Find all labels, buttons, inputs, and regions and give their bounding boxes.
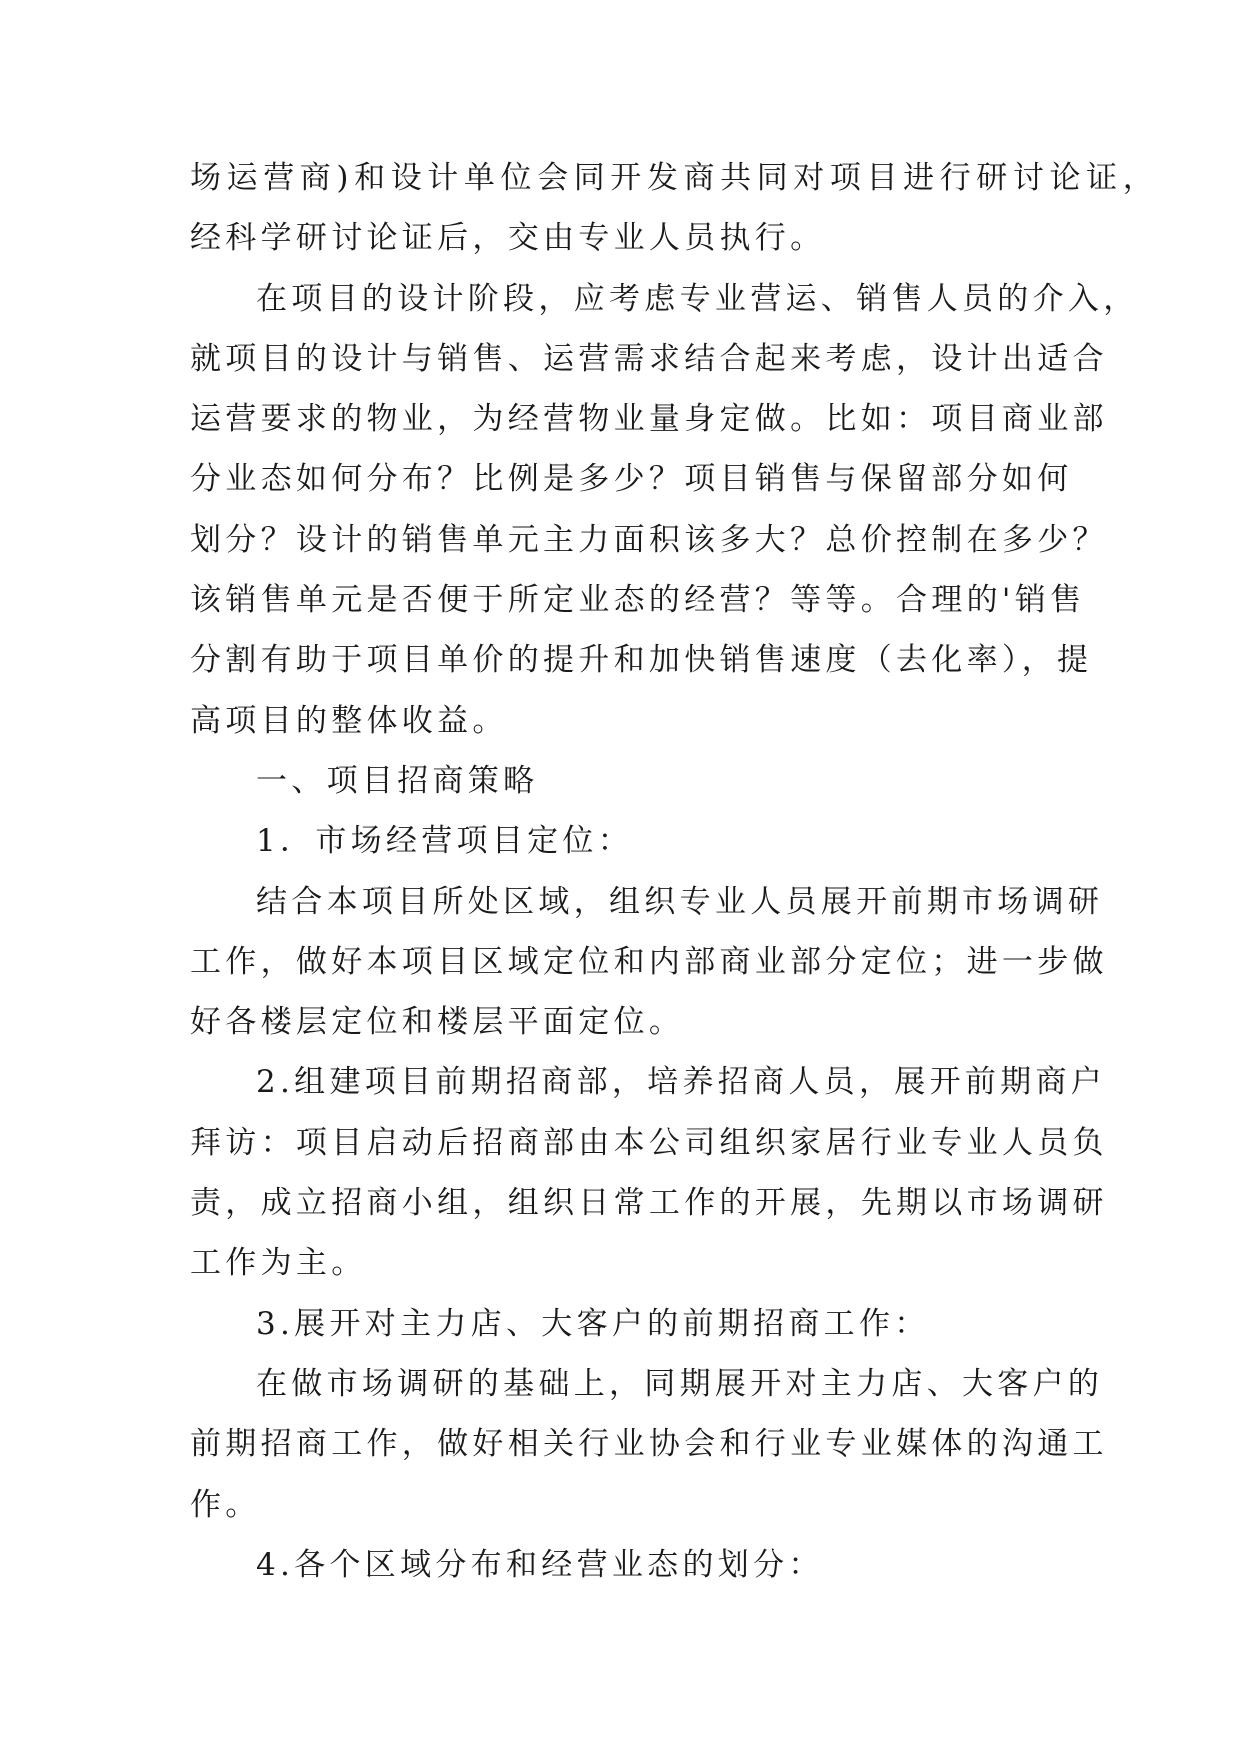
paragraph-start-line: 在做市场调研的基础上，同期展开对主力店、大客户的 bbox=[256, 1365, 1104, 1402]
subsection-heading: 1．市场经营项目定位： bbox=[256, 823, 634, 860]
text-line: 场运营商)和设计单位会同开发商共同对项目进行研讨论证， bbox=[190, 160, 1160, 196]
paragraph-start-line: 2.组建项目前期招商部，培养招商人员，展开前期商户 bbox=[256, 1064, 1107, 1101]
subsection-heading: 3.展开对主力店、大客户的前期招商工作： bbox=[256, 1305, 930, 1342]
text-line: 经科学研讨论证后，交由专业人员执行。 bbox=[190, 220, 826, 257]
text-line: 作。 bbox=[190, 1486, 261, 1523]
paragraph-start-line: 结合本项目所处区域，组织专业人员展开前期市场调研 bbox=[256, 883, 1104, 920]
document-body bbox=[190, 148, 1160, 1595]
text-line: 分割有助于项目单价的提升和加快销售速度（去化率），提 bbox=[190, 642, 1093, 679]
text-line: 工作为主。 bbox=[190, 1245, 367, 1282]
text-line: 分业态如何分布？比例是多少？项目销售与保留部分如何 bbox=[190, 461, 1073, 498]
text-line: 该销售单元是否便于所定业态的经营？等等。合理的'销售 bbox=[190, 582, 1086, 619]
paragraph-start-line: 在项目的设计阶段，应考虑专业营运、销售人员的介入， bbox=[256, 280, 1139, 317]
text-line: 好各楼层定位和楼层平面定位。 bbox=[190, 1004, 685, 1041]
text-line: 高项目的整体收益。 bbox=[190, 702, 508, 739]
section-heading: 一、项目招商策略 bbox=[256, 762, 539, 799]
text-line: 就项目的设计与销售、运营需求结合起来考虑，设计出适合 bbox=[190, 340, 1108, 377]
text-line: 拜访：项目启动后招商部由本公司组织家居行业专业人员负 bbox=[190, 1124, 1108, 1161]
text-line: 责，成立招商小组，组织日常工作的开展，先期以市场调研 bbox=[190, 1185, 1108, 1222]
text-line: 工作，做好本项目区域定位和内部商业部分定位；进一步做 bbox=[190, 943, 1108, 980]
text-line: 划分？设计的销售单元主力面积该多大？总价控制在多少？ bbox=[190, 521, 1108, 558]
subsection-heading: 4.各个区域分布和经营业态的划分： bbox=[256, 1546, 824, 1583]
text-line: 运营要求的物业，为经营物业量身定做。比如：项目商业部 bbox=[190, 401, 1108, 438]
text-line: 前期招商工作，做好相关行业协会和行业专业媒体的沟通工 bbox=[190, 1426, 1108, 1463]
